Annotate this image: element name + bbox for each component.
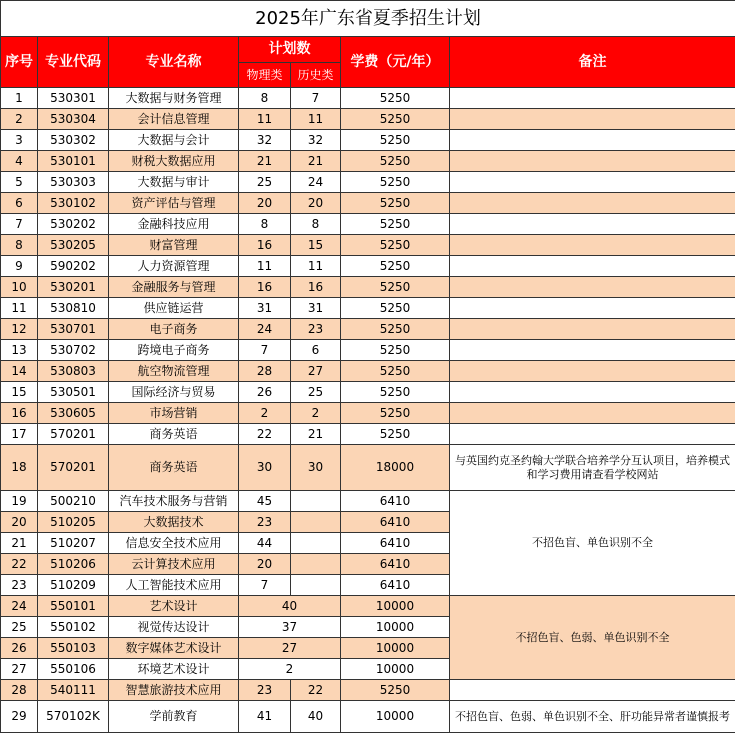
- cell-code: 530303: [38, 172, 109, 193]
- cell-code: 510207: [38, 533, 109, 554]
- cell-code: 510209: [38, 575, 109, 596]
- cell-fee: 5250: [341, 319, 450, 340]
- cell-seq: 13: [1, 340, 38, 361]
- cell-code: 500210: [38, 491, 109, 512]
- table-row: [1, 151, 735, 172]
- cell-history: 21: [291, 151, 341, 172]
- cell-name: 信息安全技术应用: [109, 533, 239, 554]
- header-code: 专业代码: [38, 37, 109, 88]
- cell-plan-total: 40: [239, 596, 341, 617]
- cell-physics: 23: [239, 680, 291, 701]
- cell-physics: 26: [239, 382, 291, 403]
- header-name: 专业名称: [109, 37, 239, 88]
- cell-physics: 11: [239, 109, 291, 130]
- cell-name: 环境艺术设计: [109, 659, 239, 680]
- cell-name: 大数据技术: [109, 512, 239, 533]
- cell-history: 23: [291, 319, 341, 340]
- cell-name: 财税大数据应用: [109, 151, 239, 172]
- cell-fee: 6410: [341, 491, 450, 512]
- cell-history: [291, 512, 341, 533]
- cell-plan-total: 37: [239, 617, 341, 638]
- cell-code: 570201: [38, 424, 109, 445]
- cell-name: 智慧旅游技术应用: [109, 680, 239, 701]
- cell-remark-empty: [450, 319, 735, 340]
- cell-plan-total: 27: [239, 638, 341, 659]
- cell-name: 学前教育: [109, 701, 239, 733]
- cell-fee: 5250: [341, 340, 450, 361]
- cell-fee: 5250: [341, 424, 450, 445]
- cell-name: 数字媒体艺术设计: [109, 638, 239, 659]
- table-row: [1, 277, 735, 298]
- cell-history: 21: [291, 424, 341, 445]
- cell-history: 25: [291, 382, 341, 403]
- cell-seq: 12: [1, 319, 38, 340]
- cell-code: 540111: [38, 680, 109, 701]
- cell-history: 15: [291, 235, 341, 256]
- cell-history: [291, 491, 341, 512]
- cell-fee: 5250: [341, 382, 450, 403]
- cell-name: 艺术设计: [109, 596, 239, 617]
- cell-remark-empty: [450, 361, 735, 382]
- cell-code: 530605: [38, 403, 109, 424]
- cell-name: 汽车技术服务与营销: [109, 491, 239, 512]
- cell-remark-empty: [450, 172, 735, 193]
- cell-history: 24: [291, 172, 341, 193]
- header-seq: 序号: [1, 37, 38, 88]
- cell-fee: 5250: [341, 277, 450, 298]
- cell-history: 30: [291, 445, 341, 491]
- cell-code: 510205: [38, 512, 109, 533]
- cell-code: 530803: [38, 361, 109, 382]
- cell-history: [291, 533, 341, 554]
- cell-code: 550106: [38, 659, 109, 680]
- cell-history: 32: [291, 130, 341, 151]
- table-row: [1, 319, 735, 340]
- cell-physics: 22: [239, 424, 291, 445]
- cell-physics: 25: [239, 172, 291, 193]
- table-row: [1, 193, 735, 214]
- cell-name: 资产评估与管理: [109, 193, 239, 214]
- cell-seq: 18: [1, 445, 38, 491]
- cell-remark-rows24-27: 不招色盲、色弱、单色识别不全: [450, 596, 735, 680]
- cell-physics: 31: [239, 298, 291, 319]
- cell-name: 财富管理: [109, 235, 239, 256]
- cell-history: 7: [291, 88, 341, 109]
- cell-seq: 23: [1, 575, 38, 596]
- table-row: [1, 403, 735, 424]
- cell-name: 大数据与审计: [109, 172, 239, 193]
- cell-history: 20: [291, 193, 341, 214]
- cell-name: 市场营销: [109, 403, 239, 424]
- cell-code: 570102K: [38, 701, 109, 733]
- cell-name: 会计信息管理: [109, 109, 239, 130]
- table-row: [1, 235, 735, 256]
- cell-physics: 41: [239, 701, 291, 733]
- table-row: [1, 361, 735, 382]
- cell-fee: 5250: [341, 88, 450, 109]
- cell-history: 16: [291, 277, 341, 298]
- cell-remark-empty: [450, 88, 735, 109]
- cell-seq: 2: [1, 109, 38, 130]
- table-row: [1, 214, 735, 235]
- table-row: [1, 88, 735, 109]
- cell-seq: 10: [1, 277, 38, 298]
- cell-plan-total: 2: [239, 659, 341, 680]
- cell-seq: 24: [1, 596, 38, 617]
- page-title: 2025年广东省夏季招生计划: [1, 1, 735, 37]
- header-physics: 物理类: [239, 63, 291, 88]
- cell-name: 视觉传达设计: [109, 617, 239, 638]
- cell-remark-empty: [450, 298, 735, 319]
- cell-history: 2: [291, 403, 341, 424]
- cell-seq: 28: [1, 680, 38, 701]
- cell-fee: 5250: [341, 235, 450, 256]
- cell-physics: 8: [239, 88, 291, 109]
- cell-fee: 18000: [341, 445, 450, 491]
- cell-remark-empty: [450, 277, 735, 298]
- header-remark: 备注: [450, 37, 735, 88]
- table-row: [1, 445, 735, 491]
- table-row: [1, 130, 735, 151]
- cell-name: 国际经济与贸易: [109, 382, 239, 403]
- cell-remark-row18: 与英国约克圣约翰大学联合培养学分互认项目，培养模式和学习费用请查看学校网站: [450, 445, 735, 491]
- cell-seq: 25: [1, 617, 38, 638]
- cell-code: 530205: [38, 235, 109, 256]
- cell-history: 27: [291, 361, 341, 382]
- cell-seq: 21: [1, 533, 38, 554]
- cell-physics: 7: [239, 575, 291, 596]
- cell-code: 510206: [38, 554, 109, 575]
- cell-history: 8: [291, 214, 341, 235]
- cell-remark-empty: [450, 424, 735, 445]
- cell-seq: 29: [1, 701, 38, 733]
- cell-fee: 6410: [341, 575, 450, 596]
- cell-fee: 5250: [341, 193, 450, 214]
- cell-code: 530301: [38, 88, 109, 109]
- cell-name: 跨境电子商务: [109, 340, 239, 361]
- cell-history: 31: [291, 298, 341, 319]
- cell-history: [291, 554, 341, 575]
- cell-fee: 10000: [341, 659, 450, 680]
- cell-remark-empty: [450, 130, 735, 151]
- cell-remark-empty: [450, 235, 735, 256]
- cell-physics: 21: [239, 151, 291, 172]
- cell-fee: 5250: [341, 361, 450, 382]
- table-row: [1, 680, 735, 701]
- cell-history: [291, 575, 341, 596]
- header-plan: 计划数: [239, 37, 341, 63]
- cell-code: 530702: [38, 340, 109, 361]
- cell-physics: 16: [239, 235, 291, 256]
- cell-physics: 30: [239, 445, 291, 491]
- cell-fee: 5250: [341, 680, 450, 701]
- cell-remark-rows19-23: 不招色盲、单色识别不全: [450, 491, 735, 596]
- cell-code: 530304: [38, 109, 109, 130]
- cell-seq: 5: [1, 172, 38, 193]
- cell-fee: 5250: [341, 403, 450, 424]
- cell-code: 530701: [38, 319, 109, 340]
- cell-remark-empty: [450, 403, 735, 424]
- table-row: [1, 340, 735, 361]
- cell-name: 金融科技应用: [109, 214, 239, 235]
- cell-seq: 27: [1, 659, 38, 680]
- cell-fee: 5250: [341, 130, 450, 151]
- cell-history: 40: [291, 701, 341, 733]
- cell-seq: 11: [1, 298, 38, 319]
- cell-fee: 5250: [341, 298, 450, 319]
- cell-remark-empty: [450, 680, 735, 701]
- cell-remark-row29: 不招色盲、色弱、单色识别不全、肝功能异常者谨慎报考: [450, 701, 735, 733]
- table-row: [1, 109, 735, 130]
- cell-fee: 5250: [341, 214, 450, 235]
- cell-physics: 2: [239, 403, 291, 424]
- cell-fee: 10000: [341, 617, 450, 638]
- cell-history: 22: [291, 680, 341, 701]
- cell-fee: 5250: [341, 109, 450, 130]
- cell-name: 航空物流管理: [109, 361, 239, 382]
- cell-seq: 15: [1, 382, 38, 403]
- cell-fee: 6410: [341, 554, 450, 575]
- cell-code: 550103: [38, 638, 109, 659]
- table-row: [1, 701, 735, 733]
- cell-seq: 19: [1, 491, 38, 512]
- cell-code: 530101: [38, 151, 109, 172]
- table-row: [1, 596, 735, 617]
- cell-name: 大数据与财务管理: [109, 88, 239, 109]
- cell-remark-empty: [450, 151, 735, 172]
- cell-remark-empty: [450, 109, 735, 130]
- cell-code: 530201: [38, 277, 109, 298]
- cell-history: 11: [291, 109, 341, 130]
- cell-physics: 16: [239, 277, 291, 298]
- cell-fee: 5250: [341, 256, 450, 277]
- table-row: [1, 424, 735, 445]
- cell-physics: 44: [239, 533, 291, 554]
- table-row: [1, 382, 735, 403]
- cell-name: 金融服务与管理: [109, 277, 239, 298]
- cell-physics: 45: [239, 491, 291, 512]
- cell-seq: 7: [1, 214, 38, 235]
- cell-seq: 1: [1, 88, 38, 109]
- cell-seq: 16: [1, 403, 38, 424]
- cell-code: 530102: [38, 193, 109, 214]
- cell-physics: 8: [239, 214, 291, 235]
- table-row: [1, 172, 735, 193]
- cell-physics: 20: [239, 554, 291, 575]
- cell-seq: 6: [1, 193, 38, 214]
- cell-remark-empty: [450, 193, 735, 214]
- cell-code: 530302: [38, 130, 109, 151]
- cell-name: 商务英语: [109, 424, 239, 445]
- cell-fee: 10000: [341, 701, 450, 733]
- cell-code: 570201: [38, 445, 109, 491]
- cell-name: 供应链运营: [109, 298, 239, 319]
- cell-physics: 28: [239, 361, 291, 382]
- cell-fee: 5250: [341, 172, 450, 193]
- cell-code: 530202: [38, 214, 109, 235]
- cell-name: 大数据与会计: [109, 130, 239, 151]
- cell-fee: 6410: [341, 512, 450, 533]
- cell-physics: 23: [239, 512, 291, 533]
- cell-name: 电子商务: [109, 319, 239, 340]
- cell-code: 530501: [38, 382, 109, 403]
- table-row: [1, 298, 735, 319]
- cell-physics: 20: [239, 193, 291, 214]
- cell-name: 云计算技术应用: [109, 554, 239, 575]
- cell-seq: 20: [1, 512, 38, 533]
- cell-seq: 22: [1, 554, 38, 575]
- cell-physics: 32: [239, 130, 291, 151]
- header-history: 历史类: [291, 63, 341, 88]
- cell-name: 人工智能技术应用: [109, 575, 239, 596]
- cell-code: 530810: [38, 298, 109, 319]
- cell-physics: 11: [239, 256, 291, 277]
- cell-remark-empty: [450, 214, 735, 235]
- cell-history: 6: [291, 340, 341, 361]
- cell-seq: 9: [1, 256, 38, 277]
- cell-name: 商务英语: [109, 445, 239, 491]
- cell-seq: 8: [1, 235, 38, 256]
- cell-code: 550101: [38, 596, 109, 617]
- cell-remark-empty: [450, 340, 735, 361]
- header-fee: 学费（元/年）: [341, 37, 450, 88]
- cell-remark-empty: [450, 382, 735, 403]
- cell-seq: 17: [1, 424, 38, 445]
- cell-physics: 24: [239, 319, 291, 340]
- cell-seq: 14: [1, 361, 38, 382]
- cell-fee: 10000: [341, 638, 450, 659]
- table-row: [1, 491, 735, 512]
- cell-history: 11: [291, 256, 341, 277]
- table-row: [1, 256, 735, 277]
- cell-seq: 3: [1, 130, 38, 151]
- cell-name: 人力资源管理: [109, 256, 239, 277]
- cell-fee: 10000: [341, 596, 450, 617]
- cell-code: 550102: [38, 617, 109, 638]
- cell-fee: 6410: [341, 533, 450, 554]
- cell-fee: 5250: [341, 151, 450, 172]
- cell-seq: 26: [1, 638, 38, 659]
- cell-remark-empty: [450, 256, 735, 277]
- cell-code: 590202: [38, 256, 109, 277]
- cell-physics: 7: [239, 340, 291, 361]
- cell-seq: 4: [1, 151, 38, 172]
